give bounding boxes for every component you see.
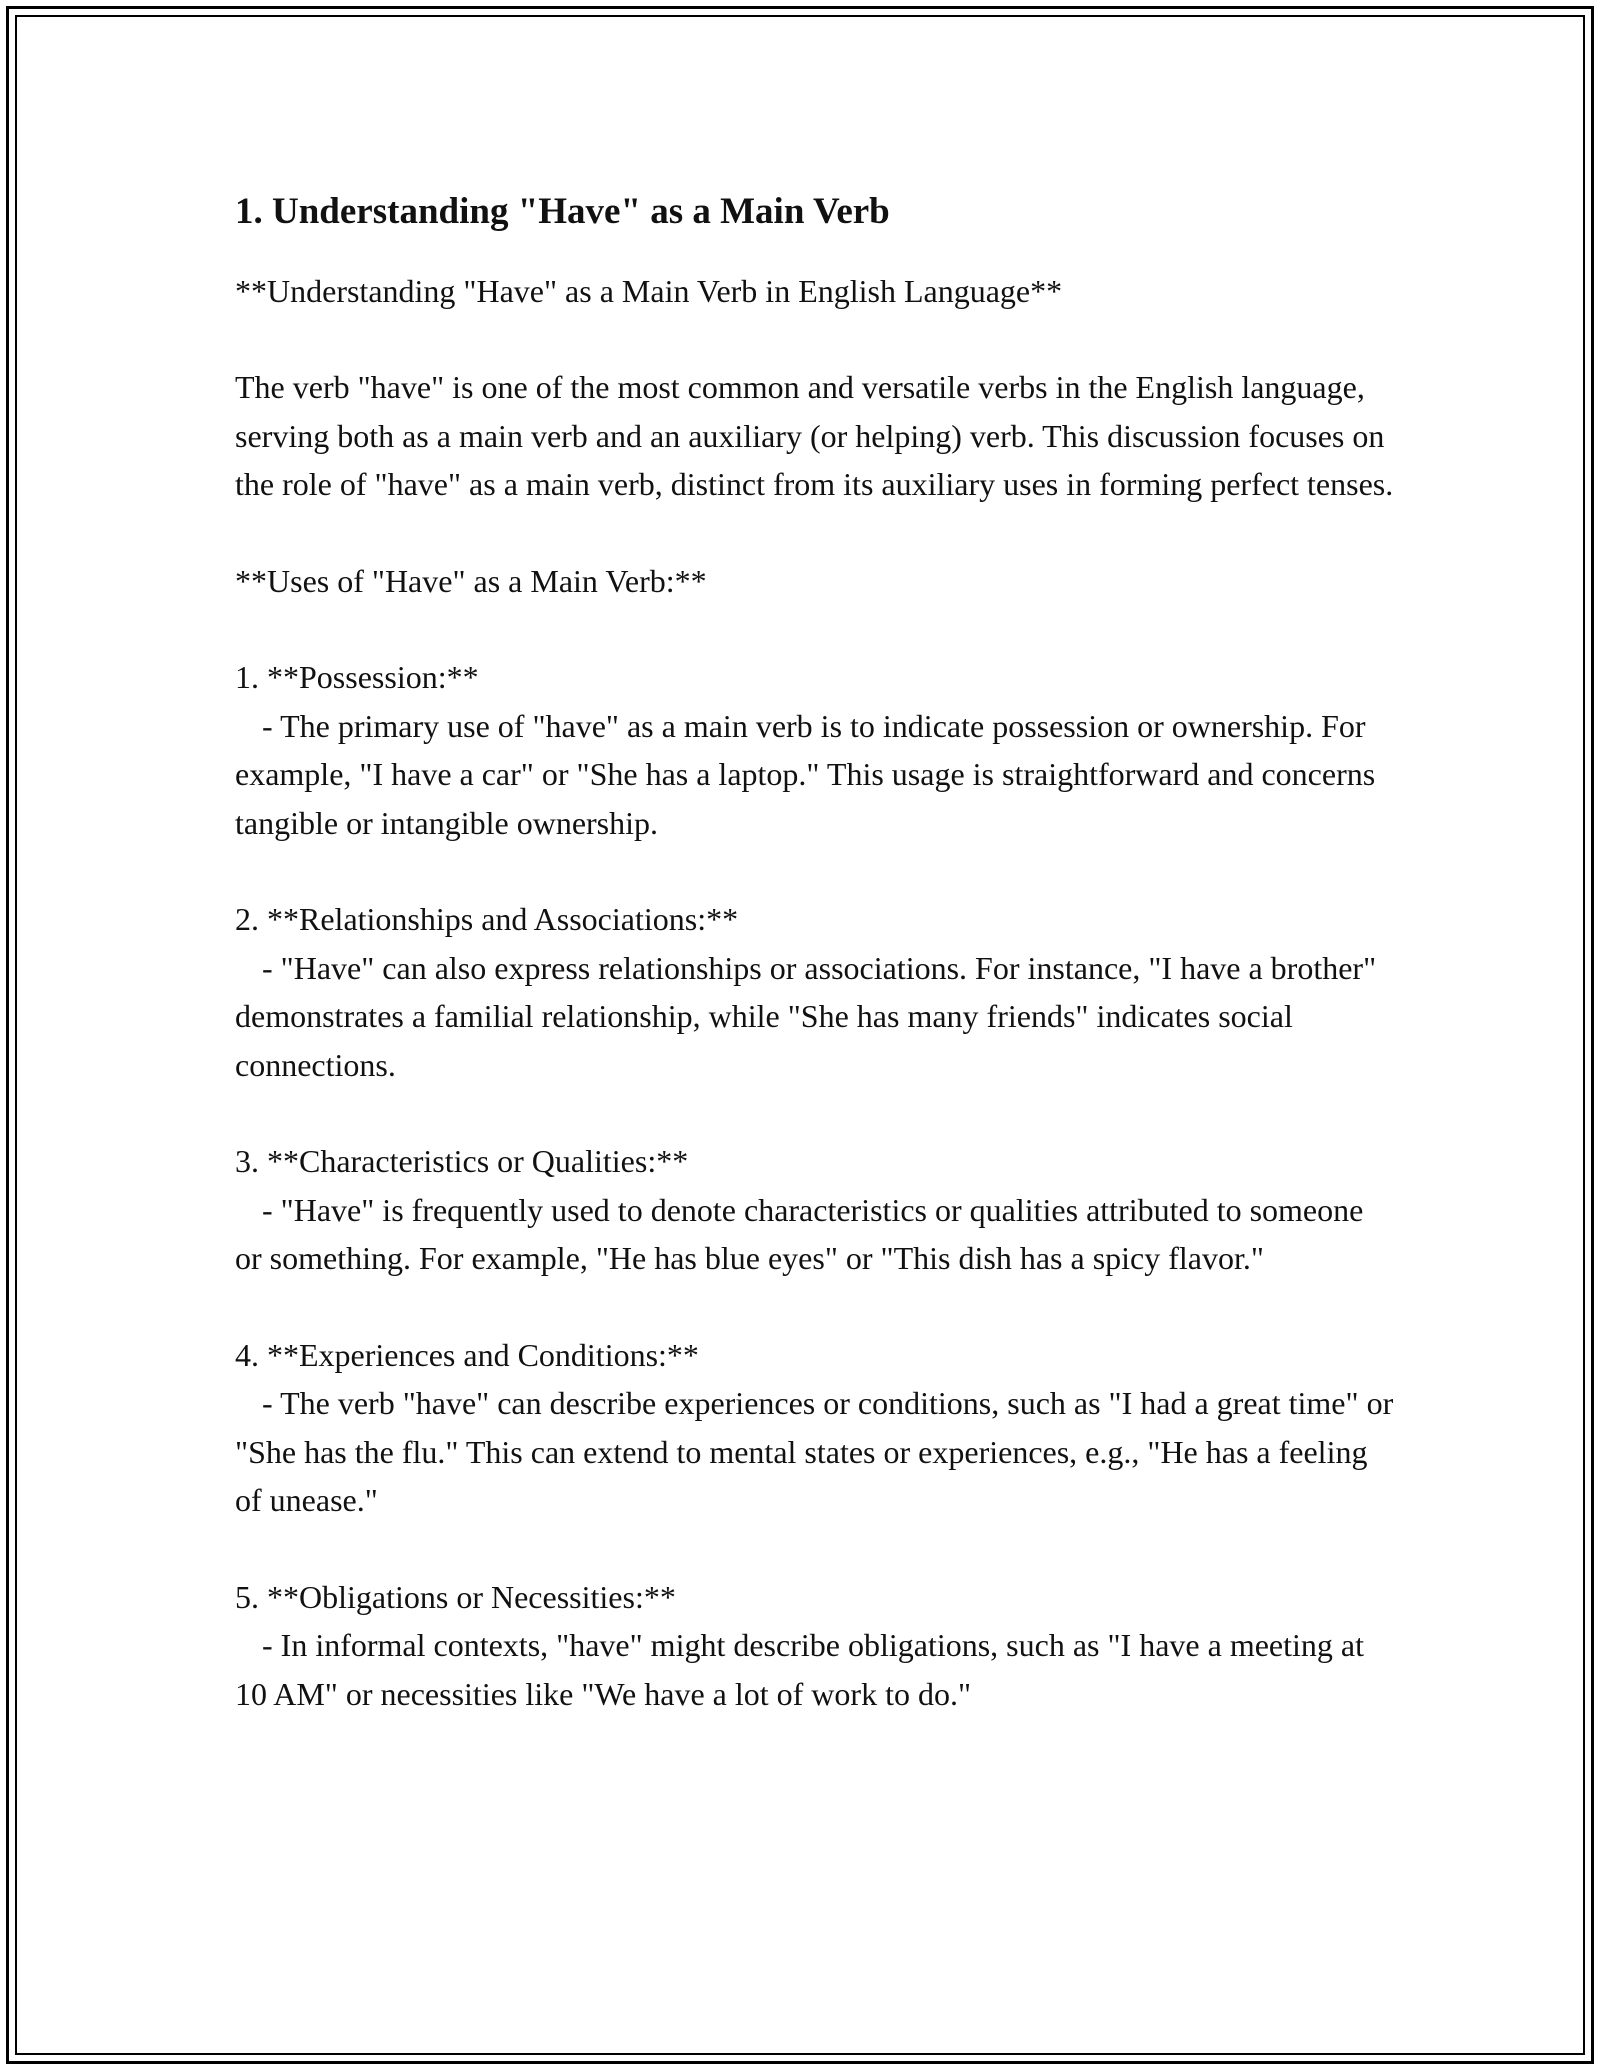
intro-paragraph: The verb "have" is one of the most common and versatile verbs in the English language, serving both as a main verb and an auxiliary (or helping) verb. This discussion focuses on the role of "have" as a main verb, distinct from its auxiliary uses in forming perfect tenses. — [235, 369, 1394, 502]
list-item-body: - The verb "have" can describe experiences or conditions, such as "I had a great time" or "She has the flu." This can extend to mental states or experiences, e.g., "He has a feeling of unease." — [235, 1385, 1394, 1518]
list-item-body: - The primary use of "have" as a main verb is to indicate possession or ownership. For example, "I have a car" or "She has a laptop." This usage is straightforward and concerns tangible or intangible ownership. — [235, 707, 1376, 841]
document-title: 1. Understanding "Have" as a Main Verb — [235, 191, 890, 232]
list-item-heading: 1. **Possession:** — [235, 659, 479, 695]
list-item-heading: 2. **Relationships and Associations:** — [235, 901, 739, 937]
list-item-body: - "Have" is frequently used to denote characteristics or qualities attributed to someone or something. For example, "He has blue eyes" or "This dish has a spicy flavor." — [235, 1191, 1364, 1276]
list-item-body: - In informal contexts, "have" might describe obligations, such as "I have a meeting at 10 AM" or necessities like "We have a lot of work to do." — [235, 1627, 1364, 1712]
document-body — [235, 185, 1395, 1718]
spacer — [235, 509, 1395, 557]
list-item — [235, 1331, 1395, 1525]
spacer — [235, 1525, 1395, 1573]
document-subtitle: **Understanding "Have" as a Main Verb in English Language** — [235, 273, 1063, 309]
spacer — [235, 1283, 1395, 1331]
list-item-heading: 3. **Characteristics or Qualities:** — [235, 1143, 689, 1179]
spacer — [235, 847, 1395, 895]
uses-heading: **Uses of "Have" as a Main Verb:** — [235, 562, 707, 599]
spacer — [235, 605, 1395, 653]
list-item — [235, 1137, 1395, 1283]
list-item-heading: 5. **Obligations or Necessities:** — [235, 1578, 676, 1615]
list-item-body: - "Have" can also express relationships or associations. For instance, "I have a brother" demonstrates a familial relationship, while "She has many friends" indicates social connections. — [235, 949, 1377, 1083]
list-item — [235, 1573, 1395, 1719]
list-item — [235, 895, 1395, 1089]
list-item — [235, 653, 1395, 847]
list-item-heading: 4. **Experiences and Conditions:** — [235, 1336, 699, 1373]
spacer — [235, 1089, 1395, 1137]
spacer — [235, 315, 1395, 363]
